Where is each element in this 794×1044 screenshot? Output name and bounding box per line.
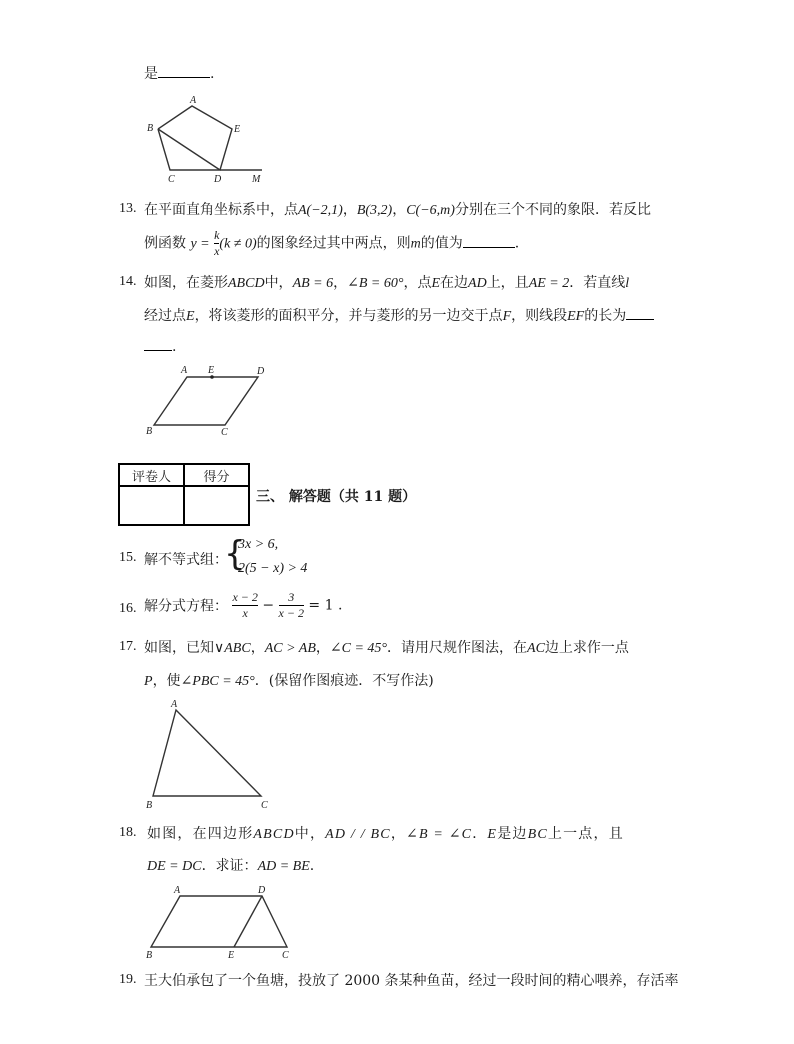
label-e: E: [208, 365, 215, 376]
label-a: A: [181, 365, 188, 376]
q17-line2: P，使∠PBC = 45°．(保留作图痕迹．不写作法): [144, 673, 434, 689]
q13-line1: 在平面直角坐标系中，点A(−2,1)，B(3,2)，C(−6,m)分别在三个不同的象限．若反比: [144, 202, 651, 218]
q14-line1: 如图，在菱形ABCD中，AB = 6，∠B = 60°，点E在边AD上，且AE = 2．若直线l: [144, 275, 630, 291]
trapezoid-shape: [151, 896, 287, 947]
triangle-shape: [153, 710, 261, 796]
label-a: A: [174, 885, 181, 896]
score-table-header-score: 得分: [184, 464, 249, 486]
q14-number: 14.: [119, 274, 137, 289]
label-b: B: [146, 800, 153, 810]
score-table-header-grader: 评卷人: [119, 464, 184, 486]
score-table-cell-grader[interactable]: [119, 486, 184, 525]
inequality-2: 2(5 − x) > 4: [238, 561, 308, 576]
figure-rhombus: [140, 362, 280, 442]
figure-triangle: [140, 698, 280, 810]
q16-line: 解分式方程： $\frac{x - 2}{x}$ − $\frac{3}{x - 2}$ = 1 .: [144, 590, 343, 620]
q18-line1: 如图，在四边形ABCD中，AD / / BC，∠B = ∠C．E是边BC上一点，且: [147, 826, 624, 842]
q16-number: 16.: [119, 601, 137, 616]
answer-blank[interactable]: [626, 305, 654, 320]
fraction-2: $\frac{3}{x - 2}$: [278, 590, 304, 620]
fraction-1: $\frac{x - 2}{x}$: [232, 590, 258, 620]
pentagon-shape: [158, 106, 232, 170]
q15-number: 15.: [119, 550, 137, 565]
label-c: C: [282, 950, 289, 961]
label-b: B: [146, 426, 153, 437]
label-d: D: [214, 174, 222, 185]
score-table: [118, 463, 250, 526]
inequality-1: 3x > 6,: [238, 537, 279, 552]
label-b: B: [147, 123, 154, 134]
label-e: E: [234, 124, 241, 135]
q14-line3: .: [144, 336, 176, 355]
answer-blank[interactable]: [158, 63, 210, 78]
q17-number: 17.: [119, 639, 137, 654]
q15-label: 解不等式组：: [144, 552, 228, 568]
label-m: M: [252, 174, 261, 185]
label-d: D: [257, 366, 265, 377]
rhombus-shape: [154, 377, 258, 425]
segment-de: [234, 896, 262, 947]
q13-number: 13.: [119, 201, 137, 216]
q13-line2: 例函数 y = $\frac{k}{x}$ (k ≠ 0)的图象经过其中两点，则m的值为 .: [144, 228, 520, 258]
figure-trapezoid: [140, 882, 300, 962]
q17-line1: 如图，已知∨ABC，AC > AB，∠C = 45°．请用尺规作图法，在AC边上求作一点: [144, 640, 629, 656]
diagonal-bd: [158, 129, 220, 170]
label-c: C: [168, 174, 175, 185]
q18-number: 18.: [119, 825, 137, 840]
answer-blank[interactable]: [463, 233, 515, 248]
label-c: C: [221, 427, 228, 438]
label-b: B: [146, 950, 153, 961]
q19-number: 19.: [119, 972, 137, 987]
label-a: A: [171, 699, 178, 710]
q14-line2: 经过点E，将该菱形的面积平分，并与菱形的另一边交于点F，则线段EF的长为: [144, 305, 654, 325]
q19-line1: 王大伯承包了一个鱼塘，投放了 2000 条某种鱼苗，经过一段时间的精心喂养，存活率: [144, 973, 679, 989]
section-title: 三、 解答题（共 11 题）: [256, 489, 417, 505]
label-d: D: [258, 885, 266, 896]
fraction-k-over-x: $\frac{k}{x}$: [214, 228, 220, 258]
label-a: A: [190, 96, 197, 106]
q12-line: 是 .: [144, 63, 214, 83]
brace-symbol: {: [224, 534, 246, 574]
figure-pentagon: [140, 96, 270, 186]
score-table-cell-score[interactable]: [184, 486, 249, 525]
answer-blank-continued[interactable]: [144, 336, 172, 351]
label-c: C: [261, 800, 268, 810]
label-e: E: [228, 950, 235, 961]
q18-line2: DE = DC．求证：AD = BE.: [147, 858, 315, 874]
